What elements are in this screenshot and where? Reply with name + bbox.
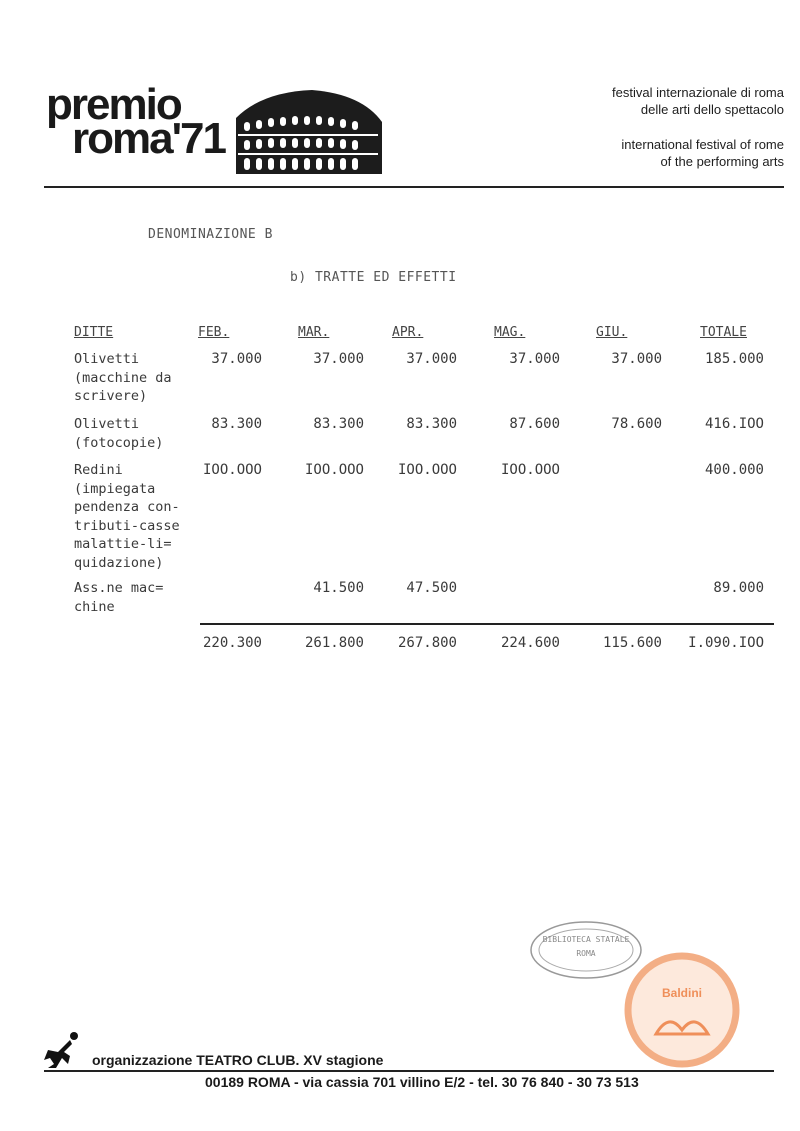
letterhead-rule [44, 186, 784, 188]
cell-giu: 37.000 [611, 351, 662, 367]
header-ditte: DITTE [74, 325, 114, 340]
footer-address: 00189 ROMA - via cassia 701 villino E/2 - tel. 30 76 840 - 30 73 513 [205, 1074, 639, 1090]
cell-feb: 37.000 [211, 351, 262, 367]
cell-mar: 83.300 [313, 416, 364, 432]
cell-apr: IOO.OOO [397, 462, 457, 478]
stamp-line1: BIBLIOTECA STATALE [542, 935, 630, 944]
footer-organization: organizzazione TEATRO CLUB. XV stagione [92, 1052, 384, 1068]
cell-mar: IOO.OOO [304, 462, 364, 478]
baldini-library-badge [622, 950, 742, 1070]
subtitle-it-line2: delle arti dello spettacolo [640, 102, 784, 117]
colosseum-icon [232, 88, 384, 176]
subtitle-it-line1: festival internazionale di roma [612, 85, 784, 100]
totals-rule [200, 623, 774, 625]
total-totale: I.090.IOO [688, 635, 764, 651]
badge-name: Baldini [661, 986, 702, 1000]
table-row-desc: Olivetti (macchine da scrivere) [74, 351, 172, 404]
total-giu: 115.600 [602, 635, 662, 651]
total-feb: 220.300 [202, 635, 262, 651]
cell-apr: 83.300 [406, 416, 457, 432]
cell-mag: 37.000 [509, 351, 560, 367]
cell-feb: 83.300 [211, 416, 262, 432]
table-row-desc: Redini (impiegata pendenza con- tributi-casse malattie-li= quidazione) [74, 462, 180, 571]
total-mag: 224.600 [500, 635, 560, 651]
header-apr: APR. [392, 325, 424, 340]
cell-feb: IOO.OOO [202, 462, 262, 478]
logo-line-premio: premio [46, 80, 181, 129]
cell-apr: 37.000 [406, 351, 457, 367]
subtitle-en-line2: of the performing arts [660, 154, 784, 169]
table-row-desc: Olivetti (fotocopie) [74, 416, 164, 451]
cell-mar: 41.500 [313, 580, 364, 596]
denomination-label: DENOMINAZIONE B [148, 227, 273, 242]
cell-mar: 37.000 [313, 351, 364, 367]
total-mar: 261.800 [304, 635, 364, 651]
header-mar: MAR. [298, 325, 330, 340]
festival-subtitle [524, 84, 784, 170]
cell-mag: IOO.OOO [500, 462, 560, 478]
badge-circle-icon [622, 950, 742, 1070]
header-mag: MAG. [494, 325, 526, 340]
cell-giu: 78.600 [611, 416, 662, 432]
cell-apr: 47.500 [406, 580, 457, 596]
logo-line-roma71: roma'71 [72, 114, 225, 163]
total-apr: 267.800 [397, 635, 457, 651]
cell-totale: 89.000 [713, 580, 764, 596]
premio-roma-logo [46, 80, 386, 180]
cell-mag: 87.600 [509, 416, 560, 432]
cell-totale: 185.000 [704, 351, 764, 367]
header-giu: GIU. [596, 325, 628, 340]
table-row-desc: Ass.ne mac= chine [74, 580, 164, 615]
cell-totale: 416.IOO [704, 416, 764, 432]
section-title: b) TRATTE ED EFFETTI [290, 270, 457, 285]
theatre-figure-icon [40, 1030, 84, 1070]
subtitle-en-line1: international festival of rome [621, 137, 784, 152]
cell-totale: 400.000 [704, 462, 764, 478]
footer-rule [44, 1070, 774, 1072]
header-totale: TOTALE [700, 325, 747, 340]
stamp-line2: ROMA [576, 949, 596, 958]
header-feb: FEB. [198, 325, 230, 340]
